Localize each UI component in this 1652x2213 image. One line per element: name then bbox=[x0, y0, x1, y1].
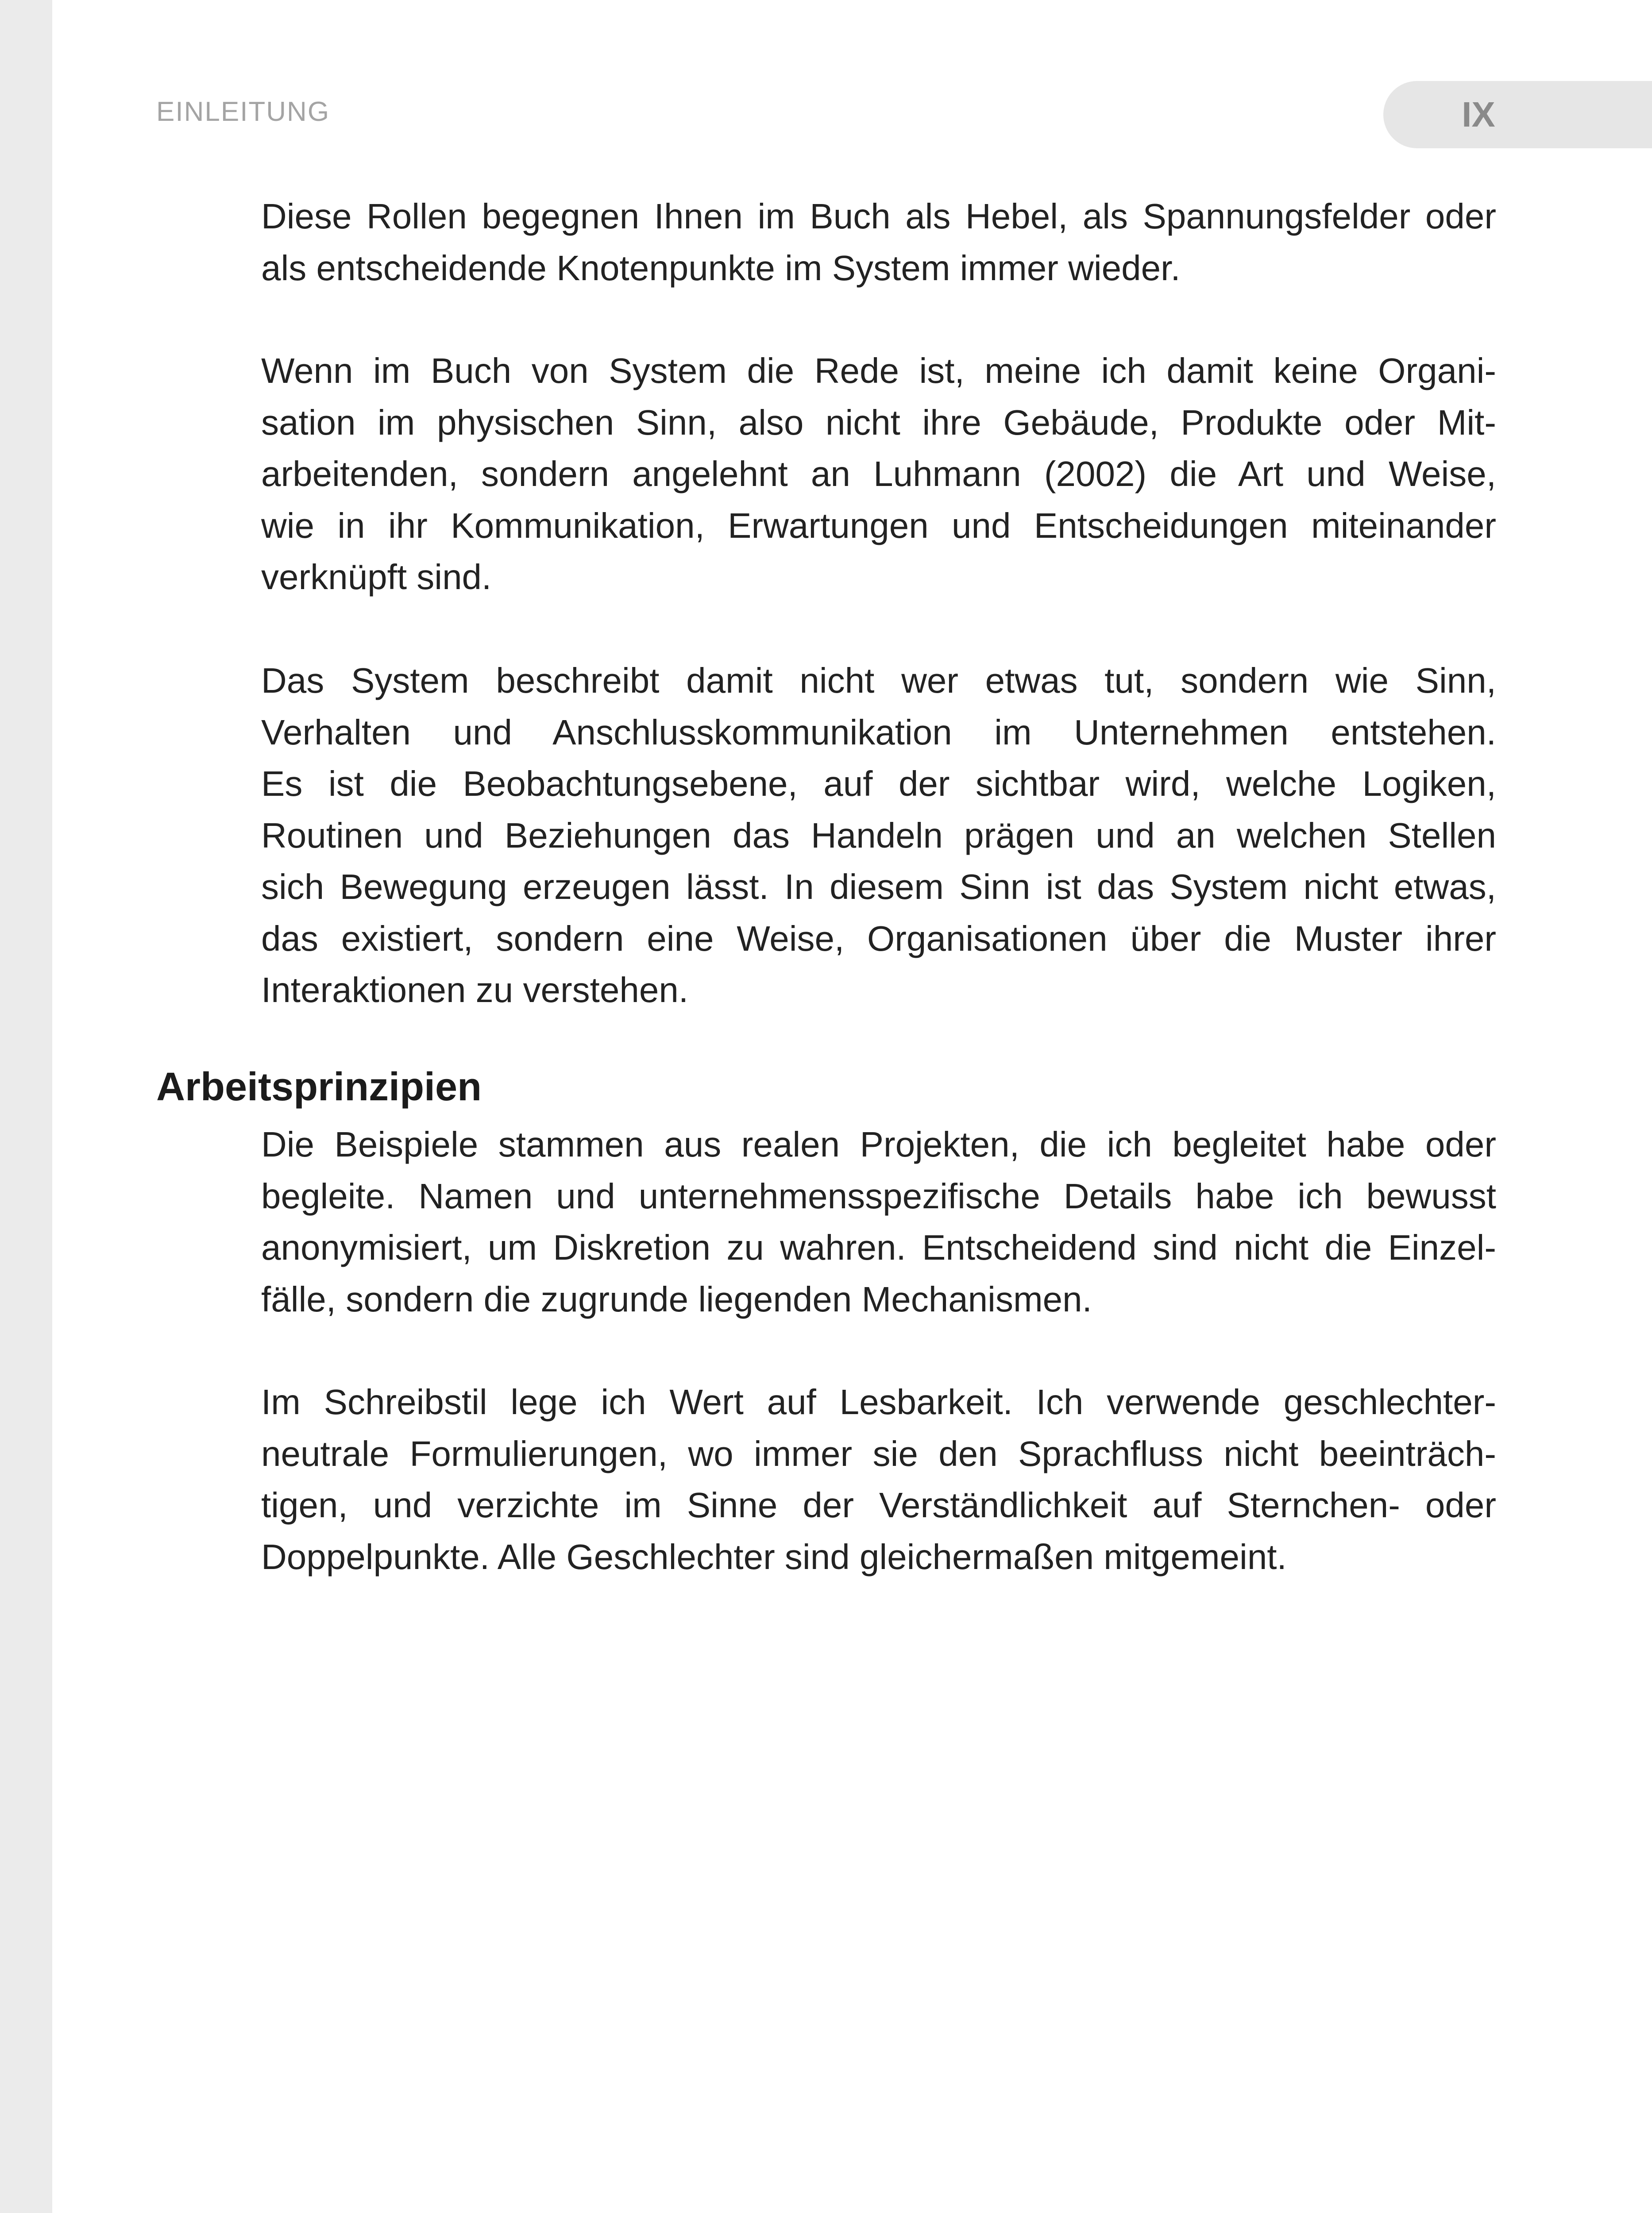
text-line: Doppelpunkte. Alle Geschlechter sind gleichermaßen mitgemeint. bbox=[261, 1537, 1287, 1577]
paragraph-writing-style bbox=[261, 1376, 1496, 1583]
text-line: sation im physischen Sinn, also nicht ihre Gebäude, Produkte oder Mit- bbox=[261, 402, 1496, 442]
text-line: Im Schreibstil lege ich Wert auf Lesbarkeit. Ich verwende geschlechter- bbox=[261, 1382, 1496, 1422]
page-number: IX bbox=[1462, 95, 1495, 134]
text-line: Wenn im Buch von System die Rede ist, meine ich damit keine Organi- bbox=[261, 351, 1496, 390]
text-line: Diese Rollen begegnen Ihnen im Buch als Hebel, als Spannungsfelder oder bbox=[261, 197, 1496, 236]
text-line: wie in ihr Kommunikation, Erwartungen und Entscheidungen miteinander bbox=[261, 505, 1496, 545]
text-line: Verhalten und Anschlusskommunikation im Unternehmen entstehen. bbox=[261, 712, 1496, 752]
text-line: tigen, und verzichte im Sinne der Verständlichkeit auf Sternchen- oder bbox=[261, 1485, 1496, 1525]
paragraph-system-definition bbox=[261, 345, 1496, 603]
running-header: EINLEITUNG bbox=[156, 96, 330, 127]
text-line: begleite. Namen und unternehmensspezifische Details habe ich bewusst bbox=[261, 1176, 1496, 1216]
text-line: neutrale Formulierungen, wo immer sie den Sprachfluss nicht beeinträch- bbox=[261, 1434, 1496, 1473]
text-line: Routinen und Beziehungen das Handeln prägen und an welchen Stellen bbox=[261, 815, 1496, 855]
paragraph-roles bbox=[261, 191, 1496, 294]
text-line: arbeitenden, sondern angelehnt an Luhmann (2002) die Art und Weise, bbox=[261, 454, 1496, 493]
text-line: sich Bewegung erzeugen lässt. In diesem Sinn ist das System nicht etwas, bbox=[261, 867, 1496, 906]
section-heading: Arbeitsprinzipien bbox=[156, 1065, 482, 1109]
paragraph-system-description bbox=[261, 655, 1496, 1016]
paragraph-examples bbox=[261, 1119, 1496, 1325]
text-line: verknüpft sind. bbox=[261, 557, 492, 597]
text-line: als entscheidende Knotenpunkte im System immer wieder. bbox=[261, 248, 1181, 288]
text-line: anonymisiert, um Diskretion zu wahren. Entscheidend sind nicht die Einzel- bbox=[261, 1228, 1496, 1267]
text-line: Das System beschreibt damit nicht wer etwas tut, sondern wie Sinn, bbox=[261, 661, 1496, 700]
page-margin-strip bbox=[0, 0, 52, 2213]
text-line: Interaktionen zu verstehen. bbox=[261, 970, 689, 1010]
text-line: Die Beispiele stammen aus realen Projekten, die ich begleitet habe oder bbox=[261, 1125, 1496, 1164]
text-line: das existiert, sondern eine Weise, Organisationen über die Muster ihrer bbox=[261, 918, 1496, 958]
text-line: Es ist die Beobachtungsebene, auf der sichtbar wird, welche Logiken, bbox=[261, 764, 1496, 803]
text-line: fälle, sondern die zugrunde liegenden Mechanismen. bbox=[261, 1279, 1092, 1319]
